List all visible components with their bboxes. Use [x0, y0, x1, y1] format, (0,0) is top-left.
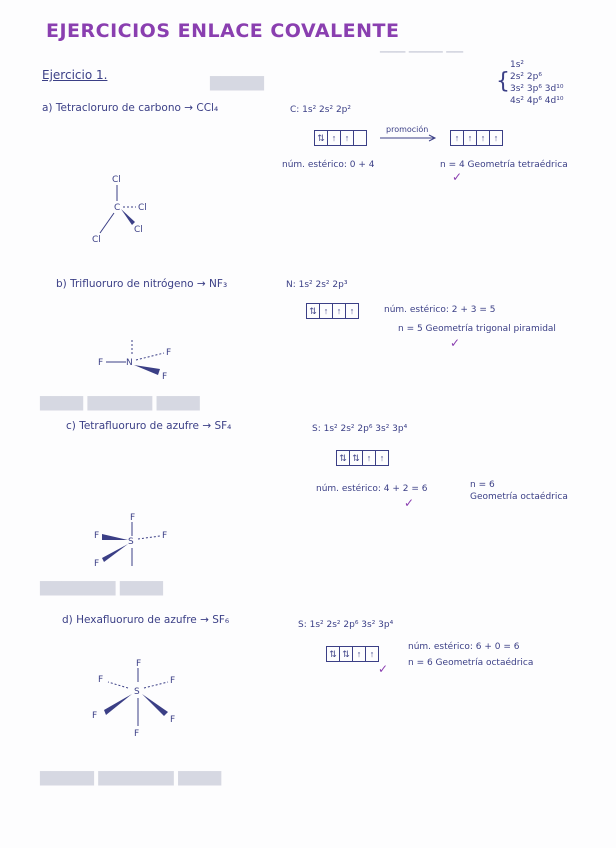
ccl4-structure	[90, 170, 170, 250]
config-line: 1s²	[510, 60, 525, 70]
part-a-orbitals-after: ↑ ↑ ↑ ↑	[450, 130, 503, 146]
bleed-through-text: ▁▁▁ ▁▁▁▁ ▁▁	[380, 40, 464, 53]
bond-dashed	[144, 682, 168, 688]
part-b-label: b) Trifluoruro de nitrógeno → NF₃	[56, 278, 228, 290]
atom-label: F	[166, 348, 172, 358]
atom-label: F	[98, 358, 104, 368]
atom-label: F	[170, 676, 176, 686]
bond-dashed	[138, 536, 160, 539]
part-d-label: d) Hexafluoruro de azufre → SF₆	[62, 614, 230, 626]
atom-label: N	[126, 358, 133, 368]
exercise-heading: Ejercicio 1.	[42, 68, 108, 82]
part-d-config: S: 1s² 2s² 2p⁶ 3s² 3p⁴	[298, 620, 394, 630]
atom-label: F	[170, 715, 176, 725]
config-line: 3s² 3p⁶ 3d¹⁰	[510, 84, 564, 94]
bond-wedge	[102, 534, 128, 540]
sf6-structure	[86, 652, 186, 742]
bond-wedge	[142, 694, 168, 716]
part-a-label: a) Tetracloruro de carbono → CCl₄	[42, 102, 219, 114]
check-mark-icon: ✓	[378, 662, 389, 676]
check-mark-icon: ✓	[450, 336, 461, 350]
nf3-structure	[96, 335, 186, 395]
atom-label: F	[130, 513, 136, 523]
bond-wedge	[102, 544, 128, 562]
config-line: 4s² 4p⁶ 4d¹⁰	[510, 96, 564, 106]
part-b-geometry: n = 5 Geometría trigonal piramidal	[398, 324, 556, 334]
part-c-label: c) Tetrafluoruro de azufre → SF₄	[66, 420, 232, 432]
part-c-config: S: 1s² 2s² 2p⁶ 3s² 3p⁴	[312, 424, 408, 434]
atom-label: Cl	[134, 225, 143, 235]
part-b-config: N: 1s² 2s² 2p³	[286, 280, 348, 290]
page-title: EJERCICIOS ENLACE COVALENTE	[46, 20, 400, 42]
atom-label: F	[136, 659, 142, 669]
atom-label: Cl	[92, 235, 101, 245]
part-a-config: C: 1s² 2s² 2p²	[290, 105, 351, 115]
bond-dashed	[136, 353, 164, 360]
bond-wedge	[134, 365, 160, 375]
brace-icon: {	[496, 69, 510, 94]
bleed-through-text: ▇▇▇▇▇	[210, 75, 264, 91]
atom-label: S	[134, 687, 140, 697]
atom-label: Cl	[112, 175, 121, 185]
atom-label: C	[114, 203, 121, 213]
check-mark-icon: ✓	[452, 170, 463, 184]
part-c-steric: núm. estérico: 4 + 2 = 6	[316, 484, 428, 494]
atom-label: F	[92, 711, 98, 721]
bond-dashed	[108, 682, 128, 688]
atom-label: F	[162, 372, 168, 382]
atom-label: F	[98, 675, 104, 685]
promotion-label: promoción	[386, 125, 429, 134]
bond-line	[100, 213, 114, 233]
part-c-geometry: Geometría octaédrica	[470, 492, 568, 502]
part-d-geometry: n = 6 Geometría octaédrica	[408, 658, 534, 668]
bleed-through-text: ▇▇▇▇▇▇▇ ▇▇▇▇	[40, 580, 163, 596]
bleed-through-text: ▇▇▇▇ ▇▇▇▇▇▇ ▇▇▇▇	[40, 395, 200, 411]
atom-label: F	[94, 559, 100, 569]
bond-wedge	[104, 694, 132, 715]
bond-wedge	[121, 209, 135, 225]
part-a-orbitals-before: ⇅ ↑ ↑	[314, 130, 367, 146]
part-a-steric: núm. estérico: 0 + 4	[282, 160, 375, 170]
part-b-steric: núm. estérico: 2 + 3 = 5	[384, 305, 496, 315]
config-line: 2s² 2p⁶	[510, 72, 542, 82]
part-c-orbitals: ⇅ ⇅ ↑ ↑	[336, 450, 389, 466]
atom-label: F	[134, 729, 140, 739]
bleed-through-text: ▇▇▇▇▇ ▇▇▇▇▇▇▇ ▇▇▇▇	[40, 770, 222, 786]
atom-label: S	[128, 537, 134, 547]
part-d-steric: núm. estérico: 6 + 0 = 6	[408, 642, 520, 652]
part-b-orbitals: ⇅ ↑ ↑ ↑	[306, 303, 359, 319]
part-a-geometry: n = 4 Geometría tetraédrica	[440, 160, 568, 170]
promotion-arrow-icon	[380, 134, 440, 142]
part-c-geometry-n: n = 6	[470, 480, 495, 490]
atom-label: Cl	[138, 203, 147, 213]
atom-label: F	[162, 531, 168, 541]
atom-label: F	[94, 531, 100, 541]
sf4-structure	[92, 508, 182, 578]
part-d-orbitals: ⇅ ⇅ ↑ ↑	[326, 646, 379, 662]
check-mark-icon: ✓	[404, 496, 415, 510]
